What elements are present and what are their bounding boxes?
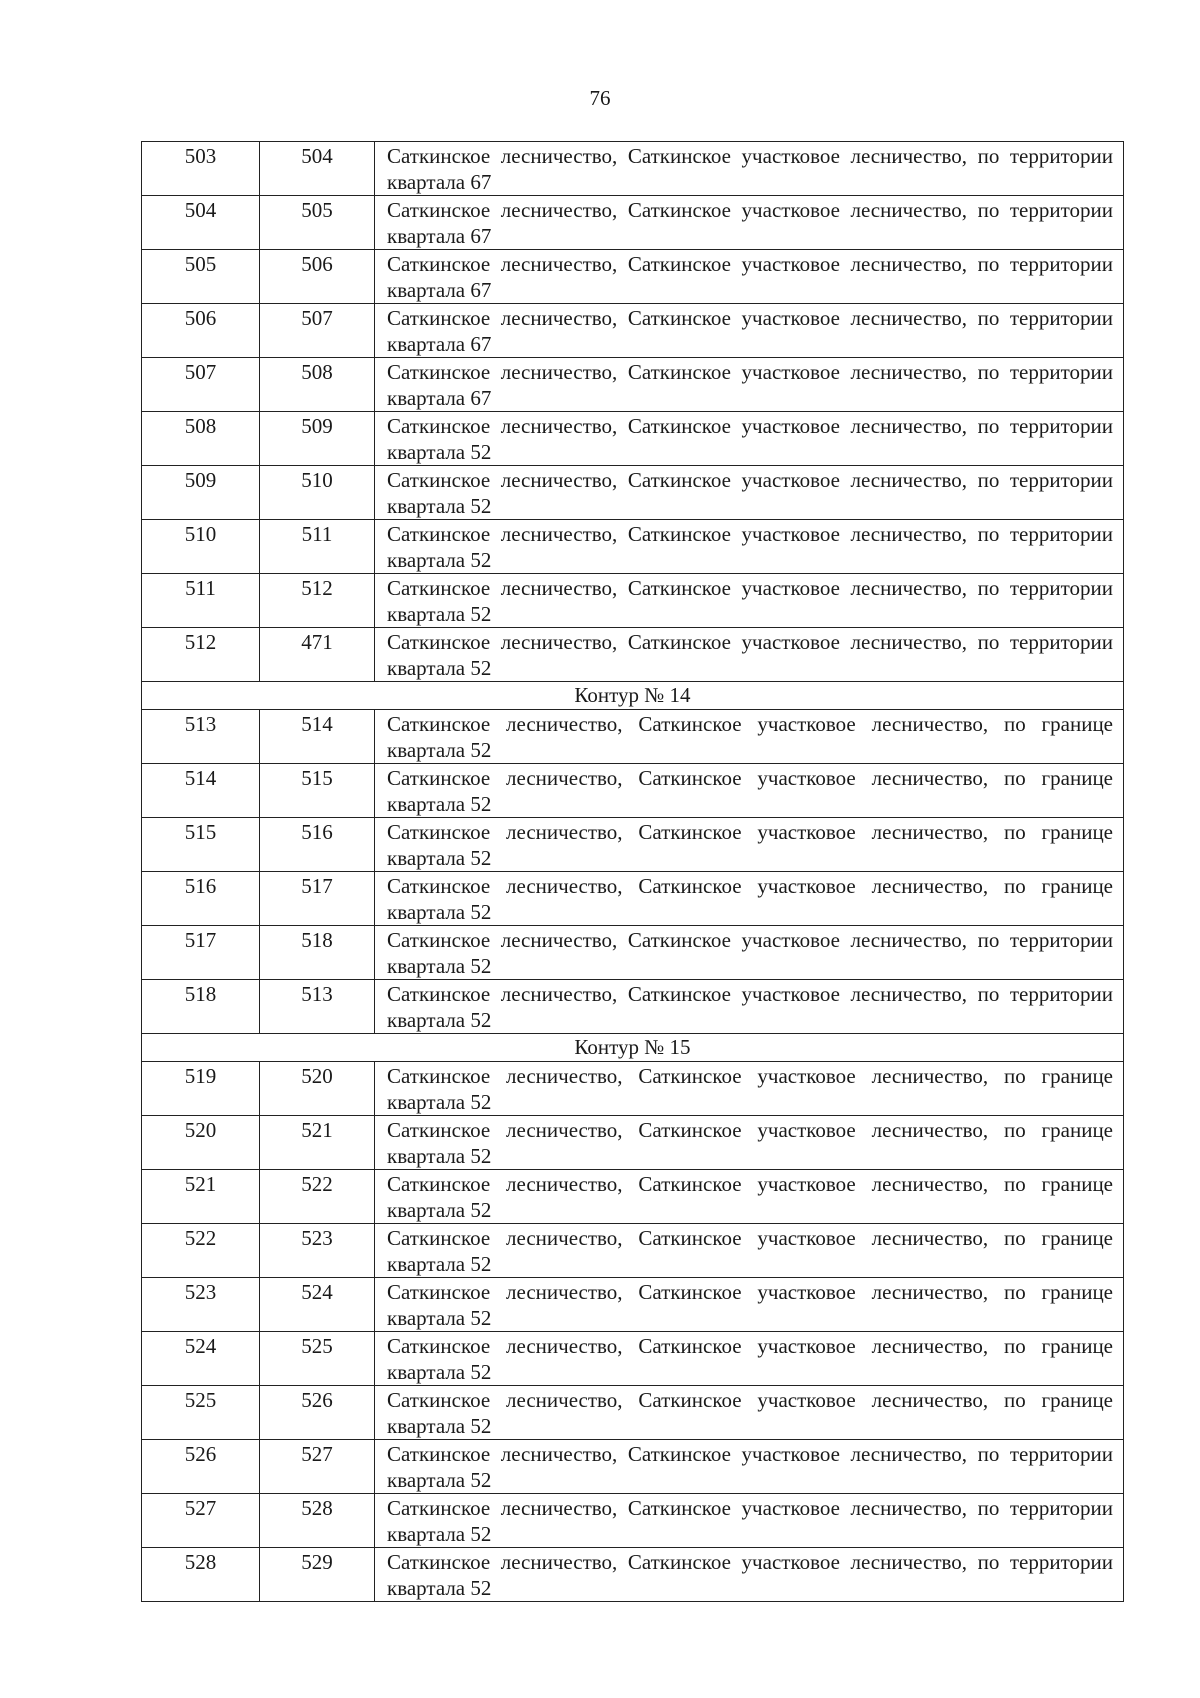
description-cell: Саткинское лесничество, Саткинское участковое лесничество, по территории квартала 52 <box>375 1440 1124 1494</box>
description-cell: Саткинское лесничество, Саткинское участковое лесничество, по границе квартала 52 <box>375 818 1124 872</box>
description-cell: Саткинское лесничество, Саткинское участковое лесничество, по территории квартала 52 <box>375 574 1124 628</box>
point-to-cell: 506 <box>260 250 375 304</box>
point-from-cell: 513 <box>142 710 260 764</box>
description-cell: Саткинское лесничество, Саткинское участковое лесничество, по территории квартала 67 <box>375 196 1124 250</box>
point-from-cell: 518 <box>142 980 260 1034</box>
boundary-table <box>141 141 1124 1602</box>
description-cell: Саткинское лесничество, Саткинское участковое лесничество, по границе квартала 52 <box>375 1170 1124 1224</box>
table-row <box>142 818 1124 872</box>
table-body <box>142 142 1124 1602</box>
point-to-cell: 504 <box>260 142 375 196</box>
point-from-cell: 517 <box>142 926 260 980</box>
point-from-cell: 515 <box>142 818 260 872</box>
section-title: Контур № 14 <box>142 682 1124 710</box>
point-to-cell: 525 <box>260 1332 375 1386</box>
description-cell: Саткинское лесничество, Саткинское участковое лесничество, по границе квартала 52 <box>375 1062 1124 1116</box>
page-number: 76 <box>589 86 611 110</box>
table-row <box>142 304 1124 358</box>
table-row <box>142 142 1124 196</box>
point-to-cell: 527 <box>260 1440 375 1494</box>
section-header-row <box>142 1034 1124 1062</box>
point-to-cell: 515 <box>260 764 375 818</box>
point-to-cell: 517 <box>260 872 375 926</box>
point-from-cell: 508 <box>142 412 260 466</box>
point-to-cell: 507 <box>260 304 375 358</box>
point-from-cell: 525 <box>142 1386 260 1440</box>
description-cell: Саткинское лесничество, Саткинское участковое лесничество, по границе квартала 52 <box>375 1386 1124 1440</box>
table-row <box>142 764 1124 818</box>
point-from-cell: 522 <box>142 1224 260 1278</box>
point-from-cell: 519 <box>142 1062 260 1116</box>
description-cell: Саткинское лесничество, Саткинское участковое лесничество, по границе квартала 52 <box>375 1332 1124 1386</box>
point-from-cell: 528 <box>142 1548 260 1602</box>
point-from-cell: 516 <box>142 872 260 926</box>
table-row <box>142 710 1124 764</box>
table-row <box>142 466 1124 520</box>
point-to-cell: 513 <box>260 980 375 1034</box>
point-from-cell: 510 <box>142 520 260 574</box>
table-row <box>142 628 1124 682</box>
point-to-cell: 510 <box>260 466 375 520</box>
description-cell: Саткинское лесничество, Саткинское участковое лесничество, по границе квартала 52 <box>375 764 1124 818</box>
description-cell: Саткинское лесничество, Саткинское участковое лесничество, по границе квартала 52 <box>375 1116 1124 1170</box>
point-to-cell: 518 <box>260 926 375 980</box>
point-from-cell: 520 <box>142 1116 260 1170</box>
table-row <box>142 250 1124 304</box>
point-from-cell: 505 <box>142 250 260 304</box>
point-to-cell: 509 <box>260 412 375 466</box>
table-row <box>142 1548 1124 1602</box>
point-to-cell: 526 <box>260 1386 375 1440</box>
point-to-cell: 521 <box>260 1116 375 1170</box>
point-to-cell: 523 <box>260 1224 375 1278</box>
description-cell: Саткинское лесничество, Саткинское участковое лесничество, по территории квартала 67 <box>375 250 1124 304</box>
description-cell: Саткинское лесничество, Саткинское участковое лесничество, по территории квартала 52 <box>375 520 1124 574</box>
point-from-cell: 511 <box>142 574 260 628</box>
point-from-cell: 512 <box>142 628 260 682</box>
table-row <box>142 980 1124 1034</box>
table-row <box>142 1278 1124 1332</box>
point-to-cell: 505 <box>260 196 375 250</box>
table-row <box>142 1224 1124 1278</box>
table-row <box>142 1170 1124 1224</box>
point-from-cell: 503 <box>142 142 260 196</box>
description-cell: Саткинское лесничество, Саткинское участковое лесничество, по территории квартала 52 <box>375 628 1124 682</box>
point-from-cell: 521 <box>142 1170 260 1224</box>
table-row <box>142 574 1124 628</box>
table-row <box>142 1494 1124 1548</box>
table-row <box>142 872 1124 926</box>
description-cell: Саткинское лесничество, Саткинское участковое лесничество, по территории квартала 67 <box>375 142 1124 196</box>
point-from-cell: 523 <box>142 1278 260 1332</box>
point-from-cell: 506 <box>142 304 260 358</box>
description-cell: Саткинское лесничество, Саткинское участковое лесничество, по территории квартала 52 <box>375 412 1124 466</box>
point-from-cell: 509 <box>142 466 260 520</box>
point-to-cell: 529 <box>260 1548 375 1602</box>
description-cell: Саткинское лесничество, Саткинское участковое лесничество, по границе квартала 52 <box>375 710 1124 764</box>
point-to-cell: 516 <box>260 818 375 872</box>
point-to-cell: 512 <box>260 574 375 628</box>
section-title: Контур № 15 <box>142 1034 1124 1062</box>
table-row <box>142 1116 1124 1170</box>
point-from-cell: 524 <box>142 1332 260 1386</box>
description-cell: Саткинское лесничество, Саткинское участковое лесничество, по территории квартала 52 <box>375 1548 1124 1602</box>
point-to-cell: 514 <box>260 710 375 764</box>
point-from-cell: 507 <box>142 358 260 412</box>
table-row <box>142 1440 1124 1494</box>
point-to-cell: 522 <box>260 1170 375 1224</box>
description-cell: Саткинское лесничество, Саткинское участковое лесничество, по территории квартала 52 <box>375 980 1124 1034</box>
table-row <box>142 520 1124 574</box>
description-cell: Саткинское лесничество, Саткинское участковое лесничество, по территории квартала 67 <box>375 304 1124 358</box>
point-to-cell: 471 <box>260 628 375 682</box>
point-to-cell: 511 <box>260 520 375 574</box>
point-to-cell: 528 <box>260 1494 375 1548</box>
point-to-cell: 520 <box>260 1062 375 1116</box>
table-row <box>142 1386 1124 1440</box>
description-cell: Саткинское лесничество, Саткинское участковое лесничество, по территории квартала 52 <box>375 466 1124 520</box>
table-row <box>142 1062 1124 1116</box>
point-from-cell: 514 <box>142 764 260 818</box>
description-cell: Саткинское лесничество, Саткинское участковое лесничество, по территории квартала 52 <box>375 1494 1124 1548</box>
point-to-cell: 508 <box>260 358 375 412</box>
point-from-cell: 504 <box>142 196 260 250</box>
table-row <box>142 1332 1124 1386</box>
section-header-row <box>142 682 1124 710</box>
point-from-cell: 526 <box>142 1440 260 1494</box>
point-to-cell: 524 <box>260 1278 375 1332</box>
table-row <box>142 926 1124 980</box>
table-row <box>142 196 1124 250</box>
description-cell: Саткинское лесничество, Саткинское участковое лесничество, по границе квартала 52 <box>375 872 1124 926</box>
description-cell: Саткинское лесничество, Саткинское участковое лесничество, по территории квартала 52 <box>375 926 1124 980</box>
description-cell: Саткинское лесничество, Саткинское участковое лесничество, по границе квартала 52 <box>375 1278 1124 1332</box>
table-row <box>142 358 1124 412</box>
description-cell: Саткинское лесничество, Саткинское участковое лесничество, по границе квартала 52 <box>375 1224 1124 1278</box>
table-row <box>142 412 1124 466</box>
point-from-cell: 527 <box>142 1494 260 1548</box>
description-cell: Саткинское лесничество, Саткинское участковое лесничество, по территории квартала 67 <box>375 358 1124 412</box>
